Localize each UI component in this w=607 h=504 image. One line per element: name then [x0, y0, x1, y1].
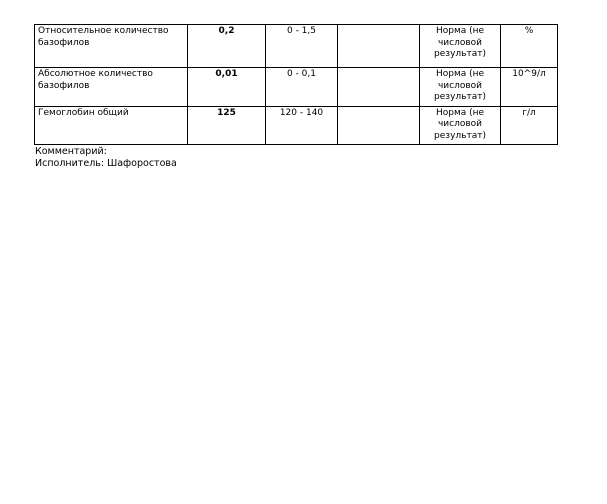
test-name-cell: Гемоглобин общий — [35, 106, 188, 145]
results-table — [34, 24, 558, 145]
reference-range-cell: 0 - 1,5 — [266, 25, 338, 68]
table-row — [35, 68, 558, 107]
unit-cell: г/л — [501, 106, 558, 145]
result-value-cell: 125 — [188, 106, 266, 145]
note-cell — [338, 68, 420, 107]
report-footer — [35, 146, 177, 170]
executor-label: Исполнитель: Шафоростова — [35, 158, 177, 169]
table-row — [35, 25, 558, 68]
table-row — [35, 106, 558, 145]
result-value-cell: 0,2 — [188, 25, 266, 68]
reference-range-cell: 0 - 0,1 — [266, 68, 338, 107]
test-name-cell: Относительное количество базофилов — [35, 25, 188, 68]
result-flag-cell: Норма (не числовой результат) — [420, 68, 501, 107]
result-value-cell: 0,01 — [188, 68, 266, 107]
note-cell — [338, 106, 420, 145]
test-name-cell: Абсолютное количество базофилов — [35, 68, 188, 107]
unit-cell: 10^9/л — [501, 68, 558, 107]
reference-range-cell: 120 - 140 — [266, 106, 338, 145]
unit-cell: % — [501, 25, 558, 68]
result-flag-cell: Норма (не числовой результат) — [420, 106, 501, 145]
result-flag-cell: Норма (не числовой результат) — [420, 25, 501, 68]
comment-label: Комментарий: — [35, 146, 107, 157]
note-cell — [338, 25, 420, 68]
